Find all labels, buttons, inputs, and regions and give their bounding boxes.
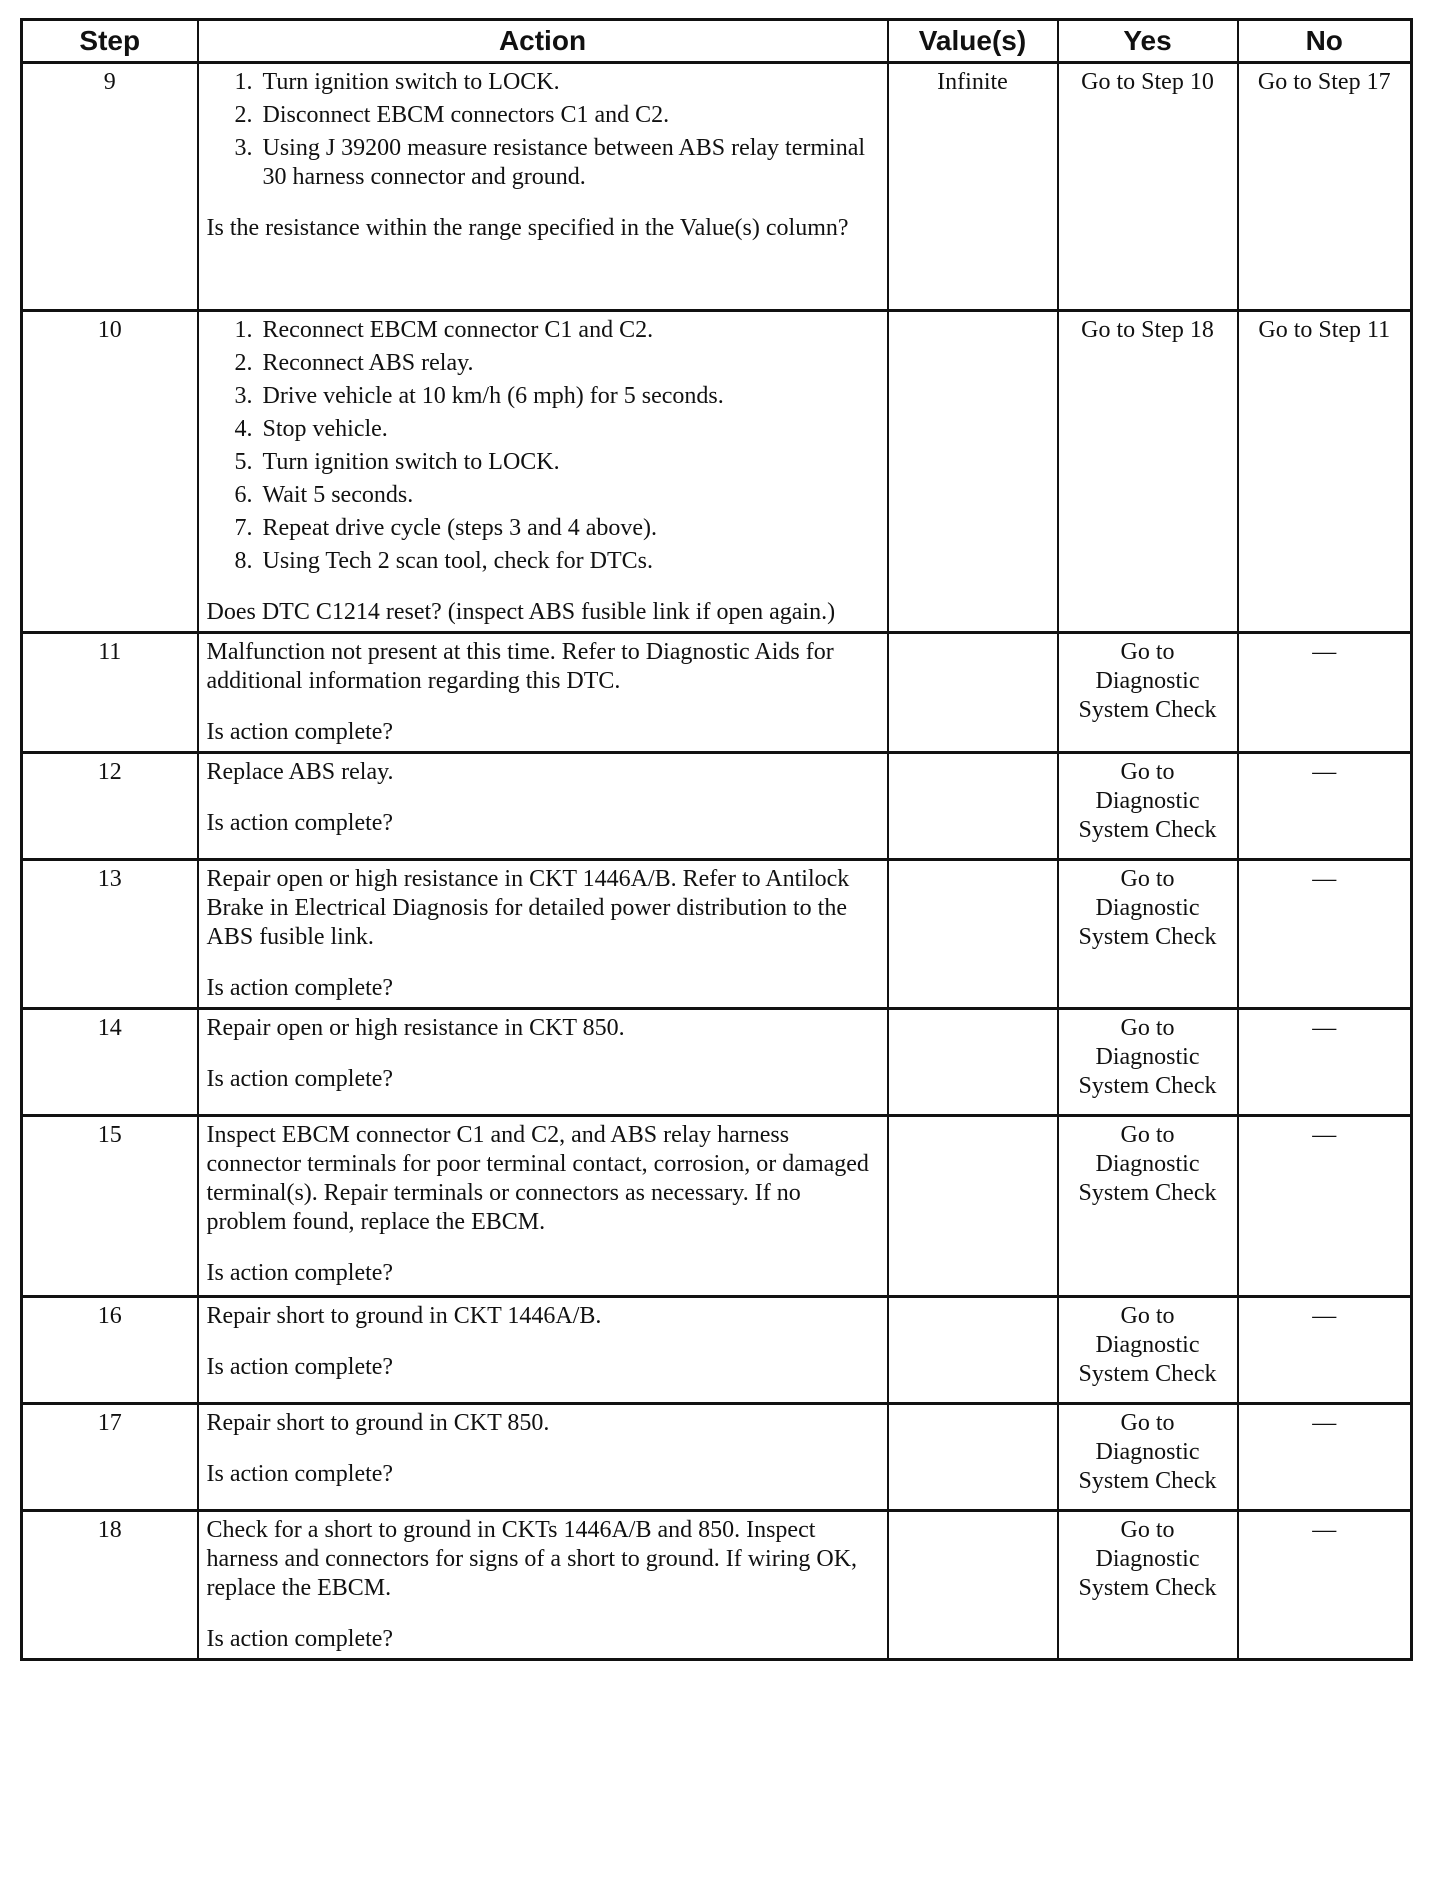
value-cell: Infinite xyxy=(888,63,1058,311)
action-question: Is action complete? xyxy=(206,810,394,836)
action-step-text: Drive vehicle at 10 km/h (6 mph) for 5 seconds. xyxy=(262,383,724,409)
yes-action: Go to Diagnostic System Check xyxy=(1058,1009,1238,1116)
action-step-item xyxy=(235,316,879,345)
action-text: Repair open or high resistance in CKT 1446A/B. Refer to Antilock Brake in Electrical Diagnosis for detailed power distribution to the ABS fusible link. xyxy=(206,866,850,950)
yes-action: Go to Diagnostic System Check xyxy=(1058,1404,1238,1511)
table-row xyxy=(22,63,1412,311)
yes-action: Go to Step 18 xyxy=(1058,311,1238,633)
action-cell xyxy=(198,1297,888,1404)
yes-action: Go to Diagnostic System Check xyxy=(1058,633,1238,753)
value-cell xyxy=(888,860,1058,1009)
table-row xyxy=(22,1511,1412,1660)
action-step-text: Using Tech 2 scan tool, check for DTCs. xyxy=(262,548,653,574)
action-step-text: Stop vehicle. xyxy=(262,416,388,442)
yes-action: Go to Diagnostic System Check xyxy=(1058,1297,1238,1404)
value-cell xyxy=(888,1116,1058,1297)
action-step-item xyxy=(235,448,879,477)
table-row xyxy=(22,1404,1412,1511)
action-cell xyxy=(198,1404,888,1511)
table-row xyxy=(22,633,1412,753)
action-cell xyxy=(198,1009,888,1116)
table-row xyxy=(22,1009,1412,1116)
action-question: Is action complete? xyxy=(206,1461,394,1487)
action-step-item xyxy=(235,134,879,192)
action-question: Is action complete? xyxy=(206,719,394,745)
action-step-text: Reconnect EBCM connector C1 and C2. xyxy=(262,317,654,343)
value-cell xyxy=(888,1297,1058,1404)
step-number: 18 xyxy=(22,1511,198,1660)
action-cell xyxy=(198,1511,888,1660)
action-step-text: Disconnect EBCM connectors C1 and C2. xyxy=(262,102,670,128)
no-action: — xyxy=(1238,1404,1412,1511)
value-cell xyxy=(888,311,1058,633)
yes-action: Go to Diagnostic System Check xyxy=(1058,753,1238,860)
action-text: Replace ABS relay. xyxy=(206,759,394,785)
step-number: 16 xyxy=(22,1297,198,1404)
action-step-item xyxy=(235,415,879,444)
value-cell xyxy=(888,633,1058,753)
step-number: 10 xyxy=(22,311,198,633)
diagnostic-table xyxy=(20,18,1413,1661)
action-text: Malfunction not present at this time. Refer to Diagnostic Aids for additional information regarding this DTC. xyxy=(206,639,834,694)
action-step-number: 1. xyxy=(234,317,253,343)
action-question: Is the resistance within the range specified in the Value(s) column? xyxy=(206,215,849,241)
action-step-item xyxy=(235,101,879,130)
no-action: — xyxy=(1238,860,1412,1009)
table-row xyxy=(22,753,1412,860)
no-action: Go to Step 11 xyxy=(1238,311,1412,633)
value-cell xyxy=(888,753,1058,860)
action-step-text: Wait 5 seconds. xyxy=(262,482,414,508)
action-step-number: 2. xyxy=(234,102,253,128)
no-action: — xyxy=(1238,633,1412,753)
header-step: Step xyxy=(22,20,198,63)
table-row xyxy=(22,1297,1412,1404)
step-number: 13 xyxy=(22,860,198,1009)
action-text: Repair short to ground in CKT 850. xyxy=(206,1410,550,1436)
yes-action: Go to Diagnostic System Check xyxy=(1058,860,1238,1009)
step-number: 12 xyxy=(22,753,198,860)
action-step-number: 3. xyxy=(234,383,253,409)
action-step-text: Reconnect ABS relay. xyxy=(262,350,474,376)
action-text: Inspect EBCM connector C1 and C2, and ABS relay harness connector terminals for poor terminal contact, corrosion, or damaged terminal(s). Repair terminals or connectors as necessary. If no problem found, replace the EBCM. xyxy=(206,1122,869,1235)
yes-action: Go to Step 10 xyxy=(1058,63,1238,311)
document-page xyxy=(20,18,1410,1661)
action-step-number: 5. xyxy=(234,449,253,475)
yes-action: Go to Diagnostic System Check xyxy=(1058,1511,1238,1660)
action-step-item xyxy=(235,349,879,378)
no-action: Go to Step 17 xyxy=(1238,63,1412,311)
step-number: 9 xyxy=(22,63,198,311)
action-step-text: Using J 39200 measure resistance between ABS relay terminal 30 harness connector and ground. xyxy=(262,135,866,190)
value-cell xyxy=(888,1404,1058,1511)
action-step-item xyxy=(235,514,879,543)
action-text: Check for a short to ground in CKTs 1446A/B and 850. Inspect harness and connectors for signs of a short to ground. If wiring OK, replace the EBCM. xyxy=(206,1517,858,1601)
action-step-number: 6. xyxy=(234,482,253,508)
action-step-number: 2. xyxy=(234,350,253,376)
action-step-text: Turn ignition switch to LOCK. xyxy=(262,69,560,95)
no-action: — xyxy=(1238,753,1412,860)
no-action: — xyxy=(1238,1297,1412,1404)
action-step-item xyxy=(235,68,879,97)
header-row xyxy=(22,20,1412,63)
action-step-item xyxy=(235,481,879,510)
action-text: Repair short to ground in CKT 1446A/B. xyxy=(206,1303,602,1329)
yes-action: Go to Diagnostic System Check xyxy=(1058,1116,1238,1297)
no-action: — xyxy=(1238,1009,1412,1116)
no-action: — xyxy=(1238,1116,1412,1297)
value-cell xyxy=(888,1009,1058,1116)
header-values: Value(s) xyxy=(888,20,1058,63)
step-number: 14 xyxy=(22,1009,198,1116)
action-step-number: 8. xyxy=(234,548,253,574)
table-body xyxy=(22,63,1412,1660)
action-cell xyxy=(198,311,888,633)
action-step-item xyxy=(235,382,879,411)
action-cell xyxy=(198,753,888,860)
action-question: Is action complete? xyxy=(206,1354,394,1380)
action-step-number: 1. xyxy=(234,69,253,95)
action-text: Repair open or high resistance in CKT 850. xyxy=(206,1015,625,1041)
step-number: 15 xyxy=(22,1116,198,1297)
action-step-number: 7. xyxy=(234,515,253,541)
action-question: Does DTC C1214 reset? (inspect ABS fusible link if open again.) xyxy=(206,599,836,625)
action-cell xyxy=(198,860,888,1009)
action-step-list xyxy=(207,316,879,576)
action-step-number: 3. xyxy=(234,135,253,161)
action-question: Is action complete? xyxy=(206,975,394,1001)
table-row xyxy=(22,311,1412,633)
action-question: Is action complete? xyxy=(206,1066,394,1092)
value-cell xyxy=(888,1511,1058,1660)
action-step-item xyxy=(235,547,879,576)
action-step-list xyxy=(207,68,879,192)
action-question: Is action complete? xyxy=(206,1626,394,1652)
action-step-number: 4. xyxy=(234,416,253,442)
action-cell xyxy=(198,63,888,311)
header-no: No xyxy=(1238,20,1412,63)
action-cell xyxy=(198,1116,888,1297)
no-action: — xyxy=(1238,1511,1412,1660)
action-cell xyxy=(198,633,888,753)
step-number: 17 xyxy=(22,1404,198,1511)
table-row xyxy=(22,1116,1412,1297)
step-number: 11 xyxy=(22,633,198,753)
action-question: Is action complete? xyxy=(206,1260,394,1286)
action-step-text: Turn ignition switch to LOCK. xyxy=(262,449,560,475)
table-row xyxy=(22,860,1412,1009)
action-step-text: Repeat drive cycle (steps 3 and 4 above). xyxy=(262,515,658,541)
header-yes: Yes xyxy=(1058,20,1238,63)
header-action: Action xyxy=(198,20,888,63)
